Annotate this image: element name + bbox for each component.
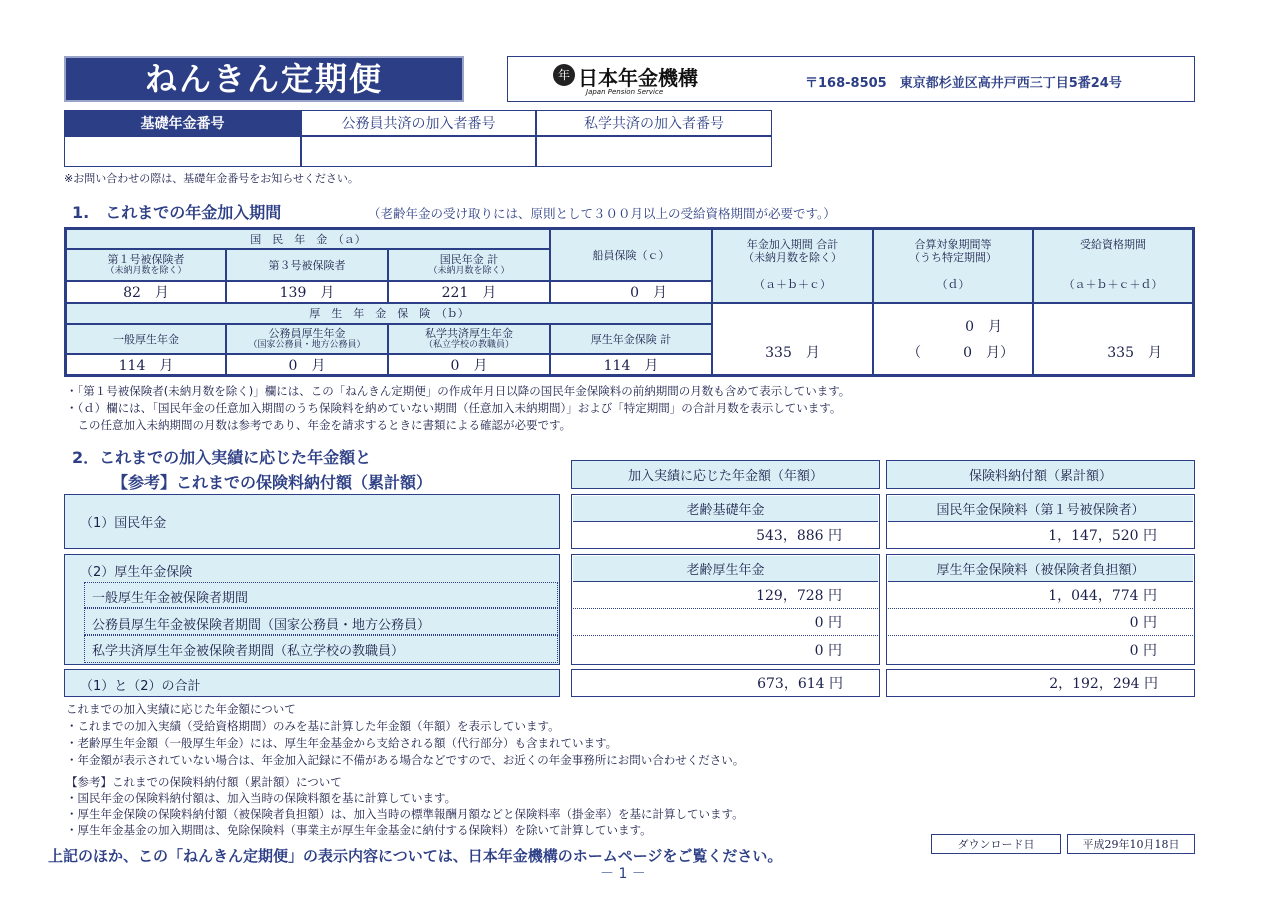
sec2-title-2: 【参考】これまでの保険料納付額（累計額） [112,473,433,492]
sec2-title-1: 2．これまでの加入実績に応じた年金額と [72,448,372,467]
row2-a-header: 老齢厚生年金 [573,556,878,582]
kokumin-total-header [388,249,550,281]
kanyu-total-value: 335 月 [712,303,873,375]
kanyu-total-header [712,229,873,303]
row2-sub2-a-value: 0 円 [573,609,878,636]
id-note: ※お問い合わせの際は、基礎年金番号をお知らせください。 [64,172,359,185]
sec1-note-1: ・「第１号被保険者(未納月数を除く)」欄には、この「ねんきん定期便」の作成年月日以降の国民年金保険料の前納期間の月数も含めて表示しています。 [66,384,851,398]
row2-sub2-b-value: 0 円 [888,609,1193,636]
gassan-value: 0 月 [965,319,1002,335]
komuin-label: 公務員厚生年金 [268,327,346,340]
org-logo-icon: 年 [553,64,575,86]
dai1-value: 82 月 [66,281,226,303]
sec2-note-5: 【参考】これまでの保険料納付額（累計額）について [66,775,342,789]
id-col3-header: 私学共済の加入者番号 [536,110,772,136]
kokumin-total-sub: （未納月数を除く） [428,266,510,276]
dai1-header [66,249,226,281]
senin-value: 0 月 [550,281,712,303]
gassan-value-cell [873,303,1033,375]
ippan-value: 114 月 [66,354,226,375]
dai3-value: 139 月 [226,281,388,303]
shigaku-value: 0 月 [388,354,550,375]
jukyu-header [1033,229,1193,303]
dai1-label: 第１号被保険者 [107,253,185,266]
download-label: ダウンロード日 [931,834,1061,854]
shigaku-header [388,324,550,354]
row2-sub1-a-value: 129，728 円 [573,582,878,609]
dai3-header: 第３号被保険者 [226,249,388,281]
jukyu-label: 受給資格期間 [1080,238,1146,251]
ippan-header: 一般厚生年金 [66,324,226,354]
row2-sub3-a-value: 0 円 [814,642,842,659]
sec1-note-3: この任意加入未納期間の月数は参考であり、年金を請求するときに書類による確認が必要です。 [66,418,572,432]
kokumin-header: 国 民 年 金 （ａ） [66,229,550,249]
id-col1-header: 基礎年金番号 [64,110,301,136]
sec2-note-8: ・厚生年金基金の加入期間は、免除保険料（事業主が厚生年金基金に納付する保険料）を除いて計算しています。 [66,823,652,837]
row1-a-value: 543，886 円 [756,527,842,544]
row1-a-header: 老齢基礎年金 [573,496,878,522]
shigaku-label: 私学共済厚生年金 [425,327,513,340]
gassan-formula: （ｄ） [936,278,970,291]
id-col2-header: 公務員共済の加入者番号 [301,110,536,136]
row2-label: （2）厚生年金保険 [80,565,193,580]
page-number: － 1 － [600,866,646,882]
sec2-col-a-header: 加入実績に応じた年金額（年額） [571,460,880,489]
row1-label: （1）国民年金 [80,516,167,531]
page-title: ねんきん定期便 [144,60,383,98]
id-col3-value [536,136,772,167]
kanyu-total-sub: （未納月数を除く） [743,251,842,264]
row2-sub2-label: 公務員厚生年金被保険者期間（国家公務員・地方公務員） [92,618,431,633]
kosei-total-value: 114 月 [550,354,712,375]
gassan-label: 合算対象期間等 [914,238,992,251]
kosei-header: 厚 生 年 金 保 険 （ｂ） [66,303,712,324]
gassan-sub-value: （ 0 月） [907,345,1014,361]
sec2-note-1: これまでの加入実績に応じた年金額について [66,702,296,716]
org-sub: Japan Pension Service [586,88,664,96]
row2-sub3-label: 私学共済厚生年金被保険者期間（私立学校の教職員） [92,644,405,659]
sec2-col-b-header: 保険料納付額（累計額） [886,460,1195,489]
sec2-note-3: ・老齢厚生年金額（一般厚生年金）には、厚生年金基金から支給される額（代行部分）も含まれています。 [66,736,618,750]
row2-sub1-label: 一般厚生年金被保険者期間 [92,591,249,606]
row2-sub1-b-value: 1，044，774 円 [888,582,1193,609]
row1-b-header: 国民年金保険料（第１号被保険者） [888,496,1193,522]
komuin-sub: （国家公務員・地方公務員） [248,340,366,350]
org-name: 日本年金機構 [578,66,698,90]
total-a-value: 673，614 円 [571,669,880,697]
sec2-note-7: ・厚生年金保険の保険料納付額（被保険者負担額）は、加入当時の標準報酬月額などと保険料率（掛金率）を基に計算しています。 [66,807,744,821]
org-address: 〒168-8505 東京都杉並区高井戸西三丁目5番24号 [805,76,1122,91]
row1-b-value: 1，147，520 円 [1048,527,1157,544]
sec1-subtitle: （老齢年金の受け取りには、原則として３００月以上の受給資格期間が必要です。） [368,206,836,221]
download-date: 平成29年10月18日 [1067,834,1195,854]
komuin-value: 0 月 [226,354,388,375]
row2-b-header: 厚生年金保険料（被保険者負担額） [888,556,1193,582]
kokumin-total-value: 221 月 [388,281,550,303]
gassan-sub: （うち特定期間） [909,251,997,264]
sec2-note-6: ・国民年金の保険料納付額は、加入当時の保険料額を基に計算しています。 [66,791,457,805]
jukyu-value: 335 月 [1033,303,1193,375]
kanyu-total-label: 年金加入期間 合計 [746,238,839,251]
sec2-note-2: ・これまでの加入実績（受給資格期間）のみを基に計算した年金額（年額）を表示しています。 [66,719,560,733]
footer-message: 上記のほか、この「ねんきん定期便」の表示内容については、日本年金機構のホームページをご覧ください。 [48,847,783,865]
id-col1-value [64,136,301,167]
jukyu-formula: （ａ＋ｂ＋ｃ＋ｄ） [1063,278,1163,291]
dai1-sub: （未納月数を除く） [105,266,187,276]
total-b-value: 2，192，294 円 [886,669,1195,697]
id-col2-value [301,136,536,167]
row2-sub3-b-value: 0 円 [1129,642,1157,659]
kokumin-total-label: 国民年金 計 [439,253,499,266]
sec1-note-2: ・（ｄ）欄には、「国民年金の任意加入期間のうち保険料を納めていない期間（任意加入未納期間）」および「特定期間」の合計月数を表示しています。 [66,401,842,415]
komuin-header [226,324,388,354]
sec1-title: 1. これまでの年金加入期間 [72,203,282,222]
kosei-total-header: 厚生年金保険 計 [550,324,712,354]
sec2-note-4: ・年金額が表示されていない場合は、年金加入記録に不備がある場合などですので、お近くの年金事務所にお問い合わせください。 [66,753,745,767]
senin-header: 船員保険（ｃ） [550,229,712,281]
kanyu-formula: （ａ＋ｂ＋ｃ） [754,278,831,291]
gassan-header [873,229,1033,303]
shigaku-sub: （私立学校の教職員） [423,340,514,350]
total-label: （1）と（2）の合計 [80,679,201,694]
